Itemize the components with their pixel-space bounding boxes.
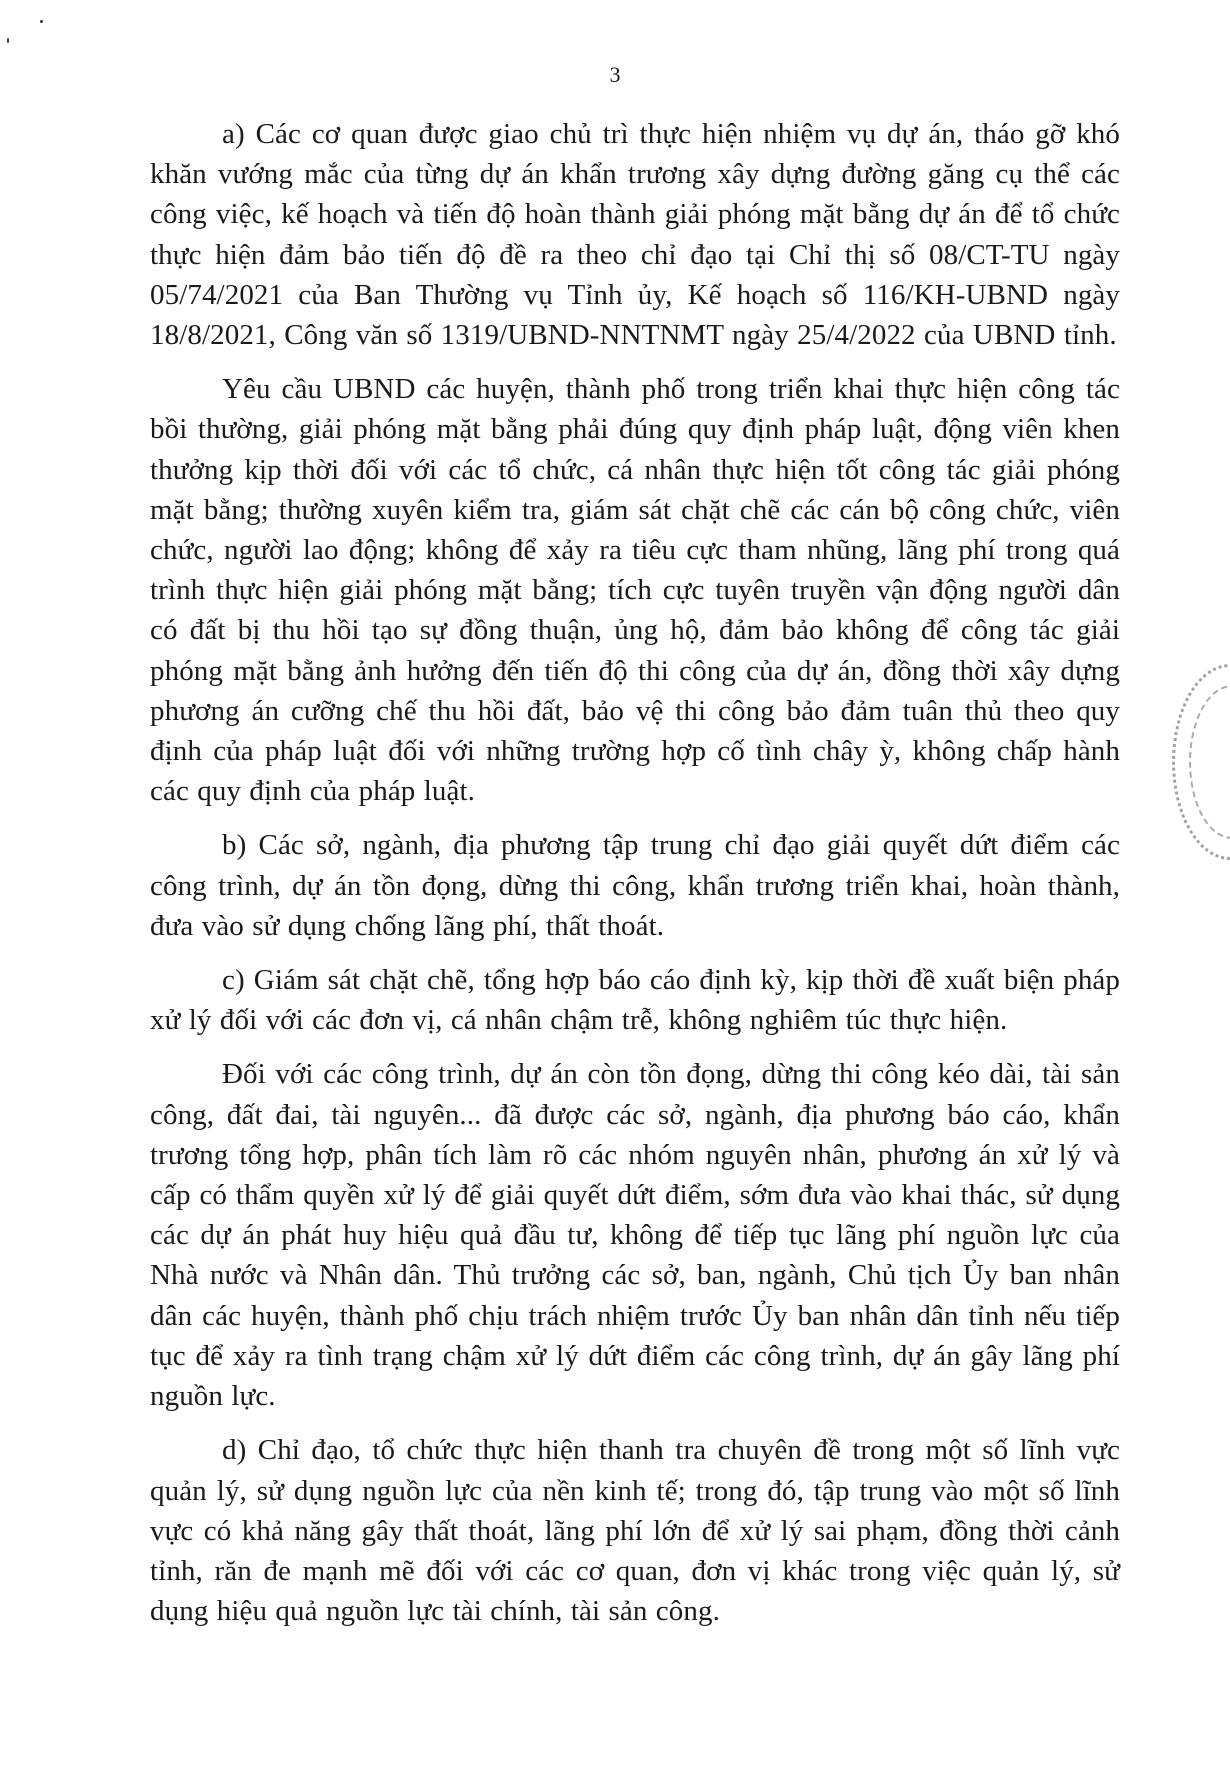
paragraph-land-clearance: Yêu cầu UBND các huyện, thành phố trong triển khai thực hiện công tác bồi thường, giải phóng mặt bằng phải đúng quy định pháp luật, động viên khen thưởng kịp thời đối với các tổ chức, cá nhân thực hiện tốt công tác giải phóng mặt bằng; thường xuyên kiểm tra, giám sát chặt chẽ các cán bộ công chức, viên chức, người lao động; không để xảy ra tiêu cực tham nhũng, lãng phí trong quá trình thực hiện giải phóng mặt bằng; tích cực tuyên truyền vận động người dân có đất bị thu hồi tạo sự đồng thuận, ủng hộ, đảm bảo không để công tác giải phóng mặt bằng ảnh hưởng đến tiến độ thi công của dự án, đồng thời xây dựng phương án cưỡng chế thu hồi đất, bảo vệ thi công bảo đảm tuân thủ theo quy định của pháp luật đối với những trường hợp cố tình chây ỳ, không chấp hành các quy định của pháp luật. — [150, 373, 1120, 808]
document-body — [150, 114, 1120, 1645]
paragraph-a: a) Các cơ quan được giao chủ trì thực hiện nhiệm vụ dự án, tháo gỡ khó khăn vướng mắc của từng dự án khẩn trương xây dựng đường găng cụ thể các công việc, kế hoạch và tiến độ hoàn thành giải phóng mặt bằng dự án để tổ chức thực hiện đảm bảo tiến độ đề ra theo chỉ đạo tại Chỉ thị số 08/CT-TU ngày 05/74/2021 của Ban Thường vụ Tỉnh ủy, Kế hoạch số 116/KH-UBND ngày 18/8/2021, Công văn số 1319/UBND-NNTNMT ngày 25/4/2022 của UBND tỉnh. — [150, 118, 1120, 352]
paragraph-b: b) Các sở, ngành, địa phương tập trung chỉ đạo giải quyết dứt điểm các công trình, dự án tồn đọng, dừng thi công, khẩn trương triển khai, hoàn thành, đưa vào sử dụng chống lãng phí, thất thoát. — [150, 829, 1120, 942]
paragraph-c: c) Giám sát chặt chẽ, tổng hợp báo cáo định kỳ, kịp thời đề xuất biện pháp xử lý đối với các đơn vị, cá nhân chậm trễ, không nghiêm túc thực hiện. — [150, 964, 1120, 1037]
paragraph-d: d) Chỉ đạo, tổ chức thực hiện thanh tra chuyên đề trong một số lĩnh vực quản lý, sử dụng nguồn lực của nền kinh tế; trong đó, tập trung vào một số lĩnh vực có khả năng gây thất thoát, lãng phí lớn để xử lý sai phạm, đồng thời cảnh tỉnh, răn đe mạnh mẽ đối với các cơ quan, đơn vị khác trong việc quản lý, sử dụng hiệu quả nguồn lực tài chính, tài sản công. — [150, 1434, 1120, 1628]
paragraph-pending-projects: Đối với các công trình, dự án còn tồn đọng, dừng thi công kéo dài, tài sản công, đất đai, tài nguyên... đã được các sở, ngành, địa phương báo cáo, khẩn trương tổng hợp, phân tích làm rõ các nhóm nguyên nhân, phương án xử lý và cấp có thẩm quyền xử lý để giải quyết dứt điểm, sớm đưa vào khai thác, sử dụng các dự án phát huy hiệu quả đầu tư, không để tiếp tục lãng phí nguồn lực của Nhà nước và Nhân dân. Thủ trưởng các sở, ban, ngành, Chủ tịch Ủy ban nhân dân các huyện, thành phố chịu trách nhiệm trước Ủy ban nhân dân tỉnh nếu tiếp tục để xảy ra tình trạng chậm xử lý dứt điểm các công trình, dự án gây lãng phí nguồn lực. — [150, 1058, 1120, 1413]
official-seal-inner-ring — [1189, 685, 1230, 839]
scan-speck — [7, 38, 9, 43]
page-number: 3 — [609, 62, 621, 87]
scan-speck — [40, 20, 43, 23]
official-seal-edge — [1172, 664, 1230, 860]
